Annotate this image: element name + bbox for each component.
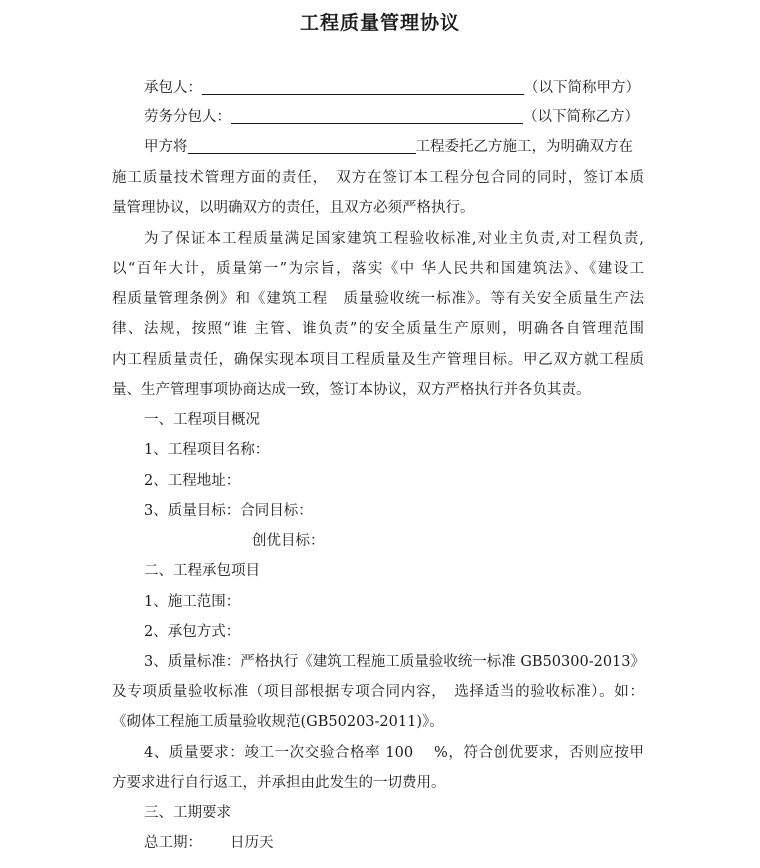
contractor-blank[interactable] bbox=[202, 79, 524, 95]
section1-item3-excellence: 创优目标： bbox=[252, 533, 325, 549]
para1-rest: 工程委托乙方施工，为明确双方在 bbox=[415, 139, 633, 155]
section3-item1 bbox=[144, 833, 274, 853]
section2-item4-line1: 4、质量要求：竣工一次交验合格率 100 %，符合创优要求，否则应按甲 bbox=[144, 745, 644, 761]
contractor-suffix: （以下简称甲方） bbox=[524, 80, 640, 96]
contractor-label: 承包人： bbox=[144, 80, 202, 96]
section2-heading: 二、工程承包项目 bbox=[144, 563, 260, 579]
section1-item3: 3、质量目标：合同目标： bbox=[144, 503, 313, 519]
section2-item4-line2: 方要求进行自行返工，并承担由此发生的一切费用。 bbox=[112, 775, 446, 791]
calendar-days-label: 日历天 bbox=[230, 835, 274, 851]
para1-line3: 量管理协议，以明确双方的责任，且双方必须严格执行。 bbox=[112, 200, 475, 216]
contractor-line bbox=[144, 78, 640, 98]
subcontractor-blank[interactable] bbox=[231, 108, 523, 124]
section2-item3-line1: 3、质量标准：严格执行《建筑工程施工质量验收统一标准 GB50300-2013》 bbox=[144, 654, 645, 670]
subcontractor-label: 劳务分包人： bbox=[144, 109, 231, 125]
para1-start: 甲方将 bbox=[144, 139, 188, 155]
section2-item3-line3: 《砌体工程施工质量验收规范(GB50203-2011)》。 bbox=[112, 714, 444, 730]
section2-item2: 2、承包方式： bbox=[144, 624, 241, 640]
section1-heading: 一、工程项目概况 bbox=[144, 412, 260, 428]
subcontractor-line bbox=[144, 107, 639, 127]
para2-line3: 程质量管理条例》和《建筑工程 质量验收统一标准》。等有关安全质量生产法 bbox=[112, 291, 644, 307]
para2-line6: 量、生产管理事项协商达成一致，签订本协议，双方严格执行并各负其责。 bbox=[112, 382, 591, 398]
section1-item2: 2、工程地址： bbox=[144, 473, 241, 489]
total-duration-label: 总工期： bbox=[144, 835, 202, 851]
para2-line4: 律、法规，按照“谁 主管、谁负责”的安全质量生产原则，明确各自管理范围 bbox=[112, 321, 644, 337]
para2-line2: 以“百年大计，质量第一”为宗旨，落实《中 华人民共和国建筑法》、《建设工 bbox=[112, 261, 644, 277]
subcontractor-suffix: （以下简称乙方） bbox=[523, 109, 639, 125]
para2-line5: 内工程质量责任，确保实现本项目工程质量及生产管理目标。甲乙双方就工程质 bbox=[112, 352, 644, 368]
para2-line1: 为了保证本工程质量满足国家建筑工程验收标准,对业主负责,对工程负责, bbox=[144, 231, 644, 247]
project-name-blank[interactable] bbox=[188, 138, 416, 154]
section3-heading: 三、工期要求 bbox=[144, 805, 231, 821]
document-title: 工程质量管理协议 bbox=[299, 12, 460, 34]
section2-item3-line2: 及专项质量验收标准（项目部根据专项合同内容， 选择适当的验收标准）。如： bbox=[112, 684, 644, 700]
section1-item1: 1、工程项目名称： bbox=[144, 442, 270, 458]
para1-line1 bbox=[144, 137, 633, 157]
section2-item1: 1、施工范围： bbox=[144, 594, 241, 610]
para1-line2: 施工质量技术管理方面的责任， 双方在签订本工程分包合同的同时，签订本质 bbox=[112, 170, 644, 186]
